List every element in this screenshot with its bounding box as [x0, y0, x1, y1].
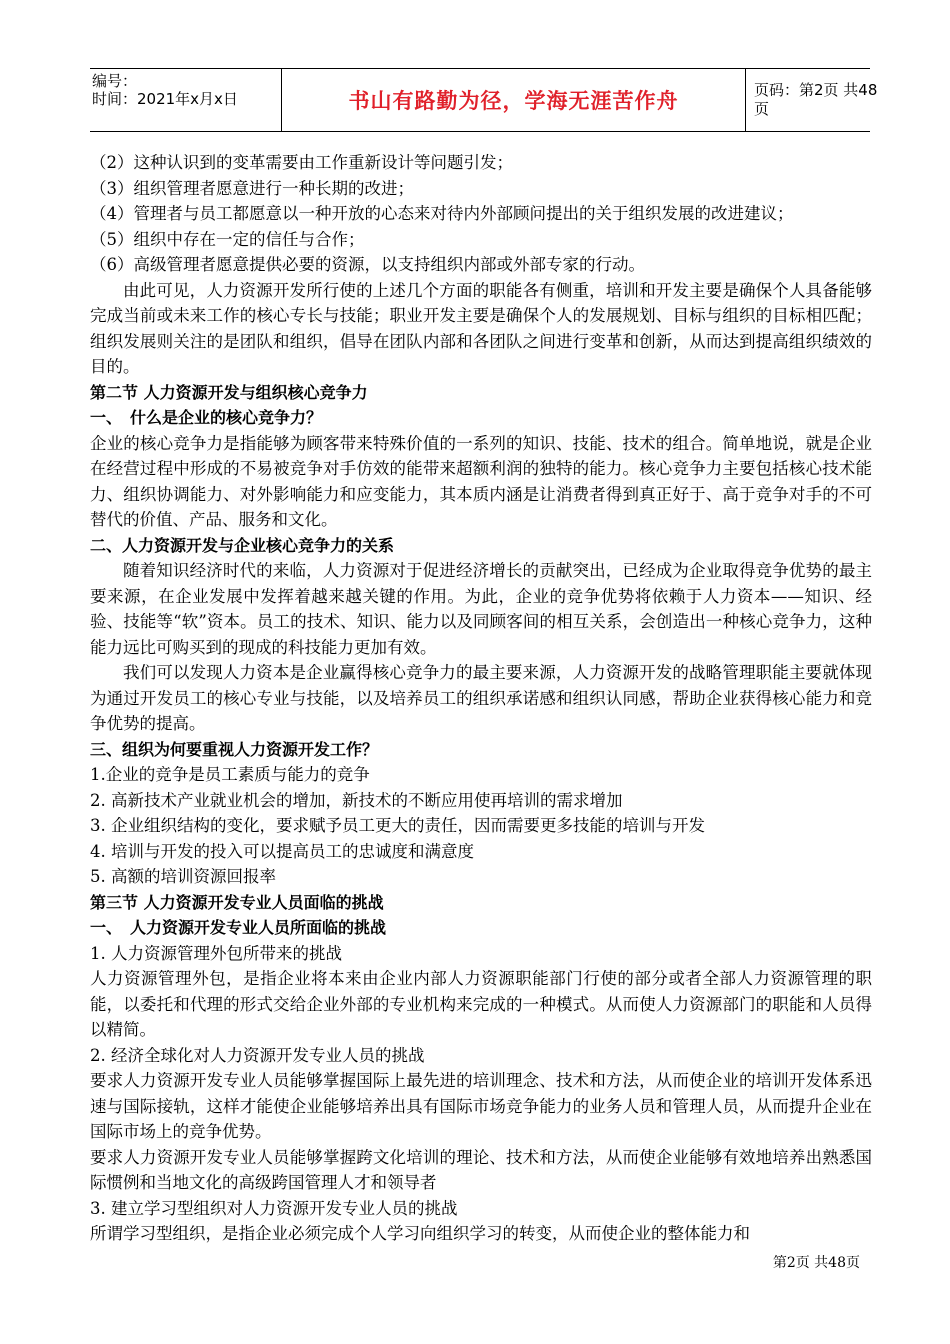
header-meta-cell: [90, 69, 282, 131]
list-item: 3. 企业组织结构的变化，要求赋予员工更大的责任，因而需要更多技能的培训与开发: [90, 816, 705, 835]
page-footer: 第2页 共48页: [772, 1255, 860, 1271]
header-motto-cell: [282, 69, 746, 131]
header-page-cell: [746, 69, 878, 131]
page-header: [90, 68, 878, 132]
document-time-label: 时间：2021年x月x日: [92, 90, 238, 108]
subsection-heading: 二、人力资源开发与企业核心竞争力的关系: [90, 535, 395, 555]
section-heading: 第二节 人力资源开发与组织核心竞争力: [90, 382, 368, 402]
subsection-heading: 一、 人力资源开发专业人员所面临的挑战: [90, 918, 387, 937]
list-item: 4. 培训与开发的投入可以提高员工的忠诚度和满意度: [90, 841, 474, 861]
list-item: 5. 高额的培训资源回报率: [90, 867, 276, 886]
list-item: 2. 高新技术产业就业机会的增加，新技术的不断应用使再培训的需求增加: [90, 790, 623, 810]
list-item: （5）组织中存在一定的信任与合作；: [90, 229, 365, 249]
document-number-label: 编号：: [92, 72, 138, 90]
header-motto: 书山有路勤为径，学海无涯苦作舟: [348, 89, 679, 113]
paragraph: 所谓学习型组织，是指企业必须完成个人学习向组织学习的转变，从而使企业的整体能力和: [90, 1224, 750, 1243]
paragraph: 要求人力资源开发专业人员能够掌握跨文化培训的理论、技术和方法，从而使企业能够有效地培养出熟悉国际惯例和当地文化的高级跨国管理人才和领导者: [90, 1147, 872, 1192]
paragraph: 企业的核心竞争力是指能够为顾客带来特殊价值的一系列的知识、技能、技术的组合。简单地说，就是企业在经营过程中形成的不易被竞争对手仿效的能带来超额利润的独特的能力。核心竞争力主要包括核心技术能力、组织协调能力、对外影响能力和应变能力，其本质内涵是让消费者得到真正好于、高于竞争对手的不可替代的价值、产品、服务和文化。: [90, 433, 872, 529]
subsection-heading: 三、组织为何要重视人力资源开发工作？: [90, 739, 379, 759]
list-item: （2）这种认识到的变革需要由工作重新设计等问题引发；: [90, 153, 513, 172]
paragraph: 要求人力资源开发专业人员能够掌握国际上最先进的培训理念、技术和方法，从而使企业的培训开发体系迅速与国际接轨，这样才能使企业能够培养出具有国际市场竞争能力的业务人员和管理人员，从而提升企业在国际市场上的竞争优势。: [90, 1071, 872, 1141]
list-item: （6）高级管理者愿意提供必要的资源，以支持组织内部或外部专家的行动。: [90, 255, 645, 274]
section-heading: 第三节 人力资源开发专业人员面临的挑战: [90, 892, 384, 912]
paragraph: 我们可以发现人力资本是企业赢得核心竞争力的最主要来源，人力资源开发的战略管理职能主要就体现为通过开发员工的核心专业与技能，以及培养员工的组织承诺感和组织认同感，帮助企业获得核心能力和竞争优势的提高。: [90, 663, 872, 733]
paragraph: 随着知识经济时代的来临，人力资源对于促进经济增长的贡献突出，已经成为企业取得竞争优势的最主要来源，在企业发展中发挥着越来越关键的作用。为此，企业的竞争优势将依赖于人力资本——知识、经验、技能等“软”资本。员工的技术、知识、能力以及同顾客间的相互关系，会创造出一种核心竞争力，这种能力远比可购买到的现成的科技能力更加有效。: [90, 561, 872, 657]
list-item: （4）管理者与员工都愿意以一种开放的心态来对待内外部顾问提出的关于组织发展的改进建议；: [90, 204, 794, 223]
list-item: 2. 经济全球化对人力资源开发专业人员的挑战: [90, 1045, 425, 1065]
list-item: （3）组织管理者愿意进行一种长期的改进；: [90, 178, 414, 198]
list-item: 1.企业的竞争是员工素质与能力的竞争: [90, 765, 370, 784]
list-item: 3. 建立学习型组织对人力资源开发专业人员的挑战: [90, 1198, 458, 1218]
header-page-number: 页码：第2页 共48页: [754, 81, 878, 118]
subsection-heading: 一、 什么是企业的核心竞争力？: [90, 408, 323, 427]
list-item: 1. 人力资源管理外包所带来的挑战: [90, 943, 342, 963]
paragraph: 由此可见，人力资源开发所行使的上述几个方面的职能各有侧重，培训和开发主要是确保个人具备能够完成当前或未来工作的核心专长与技能；职业开发主要是确保个人的发展规划、目标与组织的目标相匹配；组织发展则关注的是团队和组织，倡导在团队内部和各团队之间进行变革和创新，从而达到提高组织绩效的目的。: [90, 280, 872, 376]
document-body: [90, 150, 872, 1247]
paragraph: 人力资源管理外包，是指企业将本来由企业内部人力资源职能部门行使的部分或者全部人力资源管理的职能，以委托和代理的形式交给企业外部的专业机构来完成的一种模式。从而使人力资源部门的职能和人员得以精简。: [90, 969, 872, 1039]
